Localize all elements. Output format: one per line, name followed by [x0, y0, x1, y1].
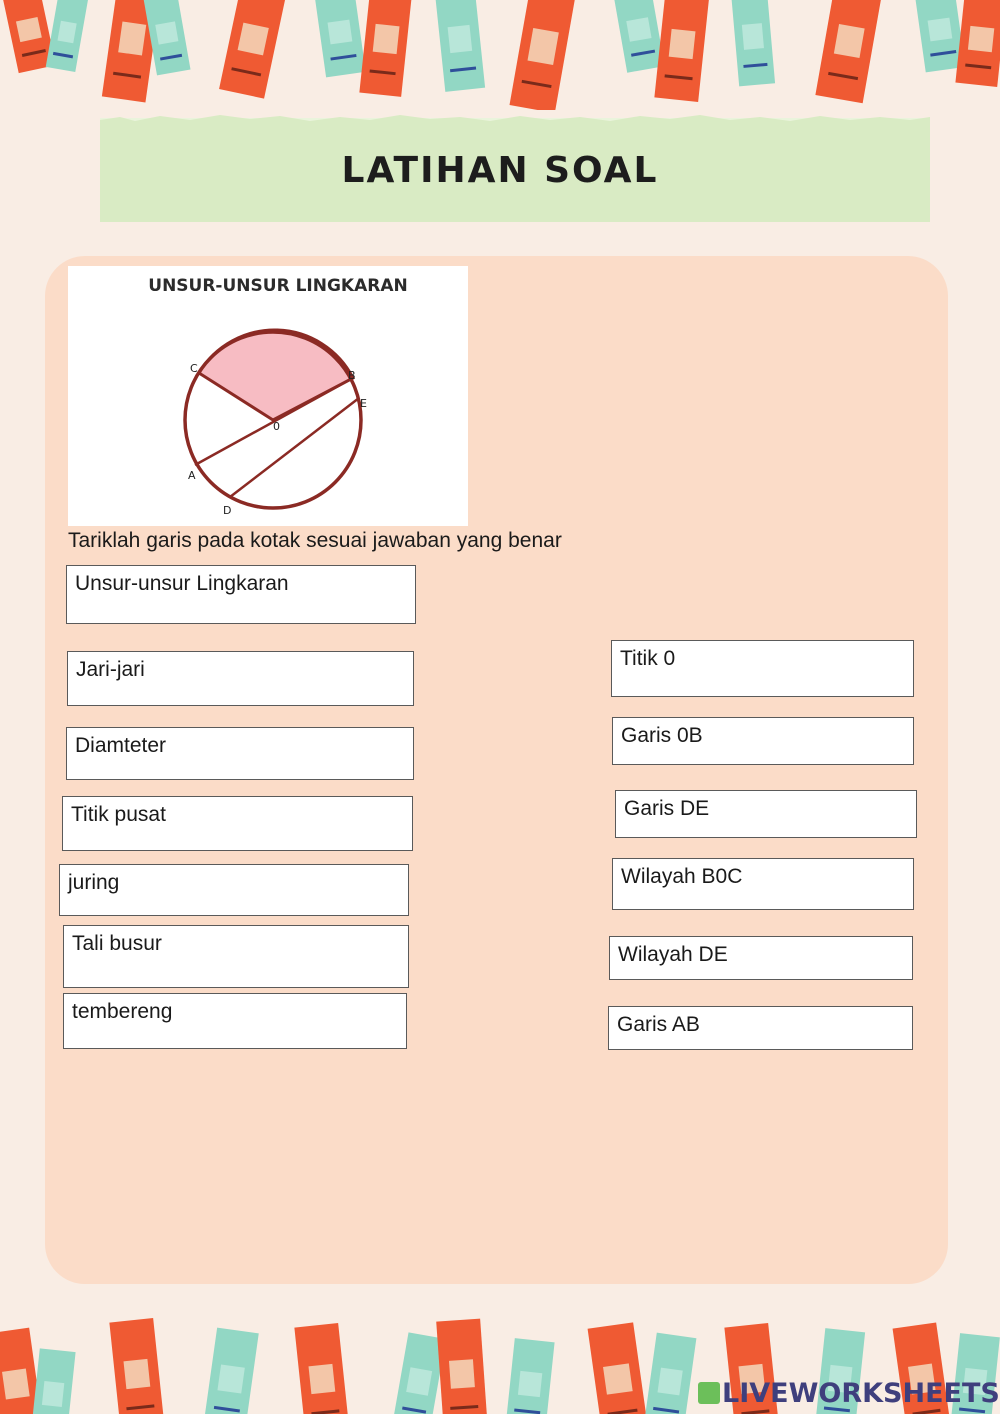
- book-stripe-decoration: [514, 1409, 540, 1414]
- right-box-wilayah-b0c[interactable]: Wilayah B0C: [612, 858, 914, 910]
- book-label-decoration: [238, 22, 269, 55]
- point-label-d: D: [223, 504, 232, 517]
- left-box-tembereng[interactable]: tembereng: [63, 993, 407, 1049]
- point-label-a: A: [188, 469, 196, 482]
- book-label-decoration: [16, 17, 41, 42]
- book-label-decoration: [657, 1368, 683, 1396]
- book-spine-icon: [505, 1338, 554, 1414]
- point-label-b: B: [348, 369, 356, 382]
- book-stripe-decoration: [744, 63, 767, 68]
- liveworksheets-logo-icon: [698, 1382, 720, 1404]
- book-label-decoration: [123, 1358, 150, 1389]
- book-spine-icon: [815, 0, 882, 103]
- right-box-wilayah-de[interactable]: Wilayah DE: [609, 936, 913, 980]
- left-box-diameter[interactable]: Diamteter: [66, 727, 414, 780]
- book-label-decoration: [57, 21, 77, 43]
- left-box-juring[interactable]: juring: [59, 864, 409, 916]
- book-stripe-decoration: [828, 72, 859, 80]
- book-stripe-decoration: [53, 52, 72, 58]
- book-label-decoration: [42, 1381, 64, 1406]
- book-label-decoration: [218, 1364, 245, 1393]
- book-spine-icon: [588, 1322, 649, 1414]
- figure-title: UNSUR-UNSUR LINGKARAN: [148, 276, 408, 296]
- book-spine-icon: [955, 0, 1000, 87]
- point-label-e: E: [360, 397, 367, 410]
- book-spine-icon: [219, 0, 287, 99]
- book-stripe-decoration: [965, 64, 992, 70]
- book-stripe-decoration: [232, 67, 261, 76]
- book-stripe-decoration: [160, 54, 182, 61]
- instruction-text: Tariklah garis pada kotak sesuai jawaban yang benar: [68, 529, 562, 552]
- book-label-decoration: [373, 23, 399, 54]
- left-box-header[interactable]: Unsur-unsur Lingkaran: [66, 565, 416, 624]
- book-spine-icon: [46, 0, 89, 72]
- book-spine-icon: [435, 0, 485, 92]
- book-label-decoration: [603, 1363, 632, 1395]
- book-label-decoration: [308, 1363, 335, 1394]
- book-stripe-decoration: [113, 71, 141, 78]
- book-label-decoration: [668, 28, 695, 59]
- book-spine-icon: [314, 0, 365, 77]
- book-stripe-decoration: [450, 67, 476, 73]
- book-stripe-decoration: [608, 1408, 638, 1414]
- page-title: LATIHAN SOAL: [341, 150, 659, 191]
- book-label-decoration: [528, 28, 559, 64]
- book-spine-icon: [294, 1323, 349, 1414]
- book-stripe-decoration: [126, 1404, 154, 1410]
- book-label-decoration: [447, 25, 472, 53]
- book-stripe-decoration: [664, 74, 692, 80]
- book-stripe-decoration: [402, 1407, 426, 1414]
- book-label-decoration: [2, 1368, 29, 1400]
- banner-torn-edge: [100, 112, 930, 126]
- book-stripe-decoration: [631, 50, 655, 57]
- book-stripe-decoration: [930, 50, 956, 57]
- book-label-decoration: [833, 24, 865, 58]
- book-stripe-decoration: [522, 79, 552, 87]
- book-label-decoration: [118, 22, 147, 56]
- left-box-jari-jari[interactable]: Jari-jari: [67, 651, 414, 706]
- book-stripe-decoration: [653, 1407, 679, 1414]
- line-de: [230, 398, 359, 497]
- liveworksheets-watermark: [698, 1378, 1000, 1412]
- book-label-decoration: [449, 1359, 476, 1389]
- right-box-garis-0b[interactable]: Garis 0B: [612, 717, 914, 765]
- book-spine-icon: [109, 1318, 164, 1414]
- watermark-text: LIVEWORKSHEETS: [722, 1378, 1000, 1409]
- left-box-titik-pusat[interactable]: Titik pusat: [62, 796, 413, 851]
- book-spine-icon: [644, 1333, 697, 1414]
- book-label-decoration: [407, 1368, 432, 1396]
- book-spine-icon: [359, 0, 412, 97]
- book-stripe-decoration: [311, 1409, 339, 1414]
- circle-diagram: [68, 266, 468, 526]
- book-label-decoration: [518, 1371, 543, 1397]
- point-label-c: C: [190, 362, 198, 375]
- book-stripe-decoration: [22, 49, 46, 57]
- books-border-top: [0, 0, 1000, 110]
- book-label-decoration: [927, 17, 952, 41]
- book-label-decoration: [327, 19, 352, 44]
- book-spine-icon: [509, 0, 576, 110]
- book-spine-icon: [613, 0, 664, 73]
- book-stripe-decoration: [450, 1405, 478, 1410]
- point-label-0: 0: [273, 420, 280, 433]
- book-spine-icon: [30, 1348, 75, 1414]
- left-box-tali-busur[interactable]: Tali busur: [63, 925, 409, 988]
- right-box-garis-ab[interactable]: Garis AB: [608, 1006, 913, 1050]
- book-spine-icon: [436, 1319, 488, 1414]
- circle-figure: [68, 266, 468, 526]
- book-label-decoration: [627, 17, 652, 41]
- right-box-titik-0[interactable]: Titik 0: [611, 640, 914, 697]
- book-stripe-decoration: [331, 54, 357, 61]
- right-box-garis-de[interactable]: Garis DE: [615, 790, 917, 838]
- book-label-decoration: [156, 22, 178, 45]
- book-spine-icon: [654, 0, 709, 102]
- book-spine-icon: [203, 1328, 259, 1414]
- book-label-decoration: [742, 23, 764, 49]
- sector-boc: [199, 330, 353, 420]
- book-label-decoration: [968, 26, 994, 52]
- book-stripe-decoration: [213, 1406, 240, 1413]
- book-stripe-decoration: [369, 69, 396, 75]
- book-spine-icon: [731, 0, 775, 86]
